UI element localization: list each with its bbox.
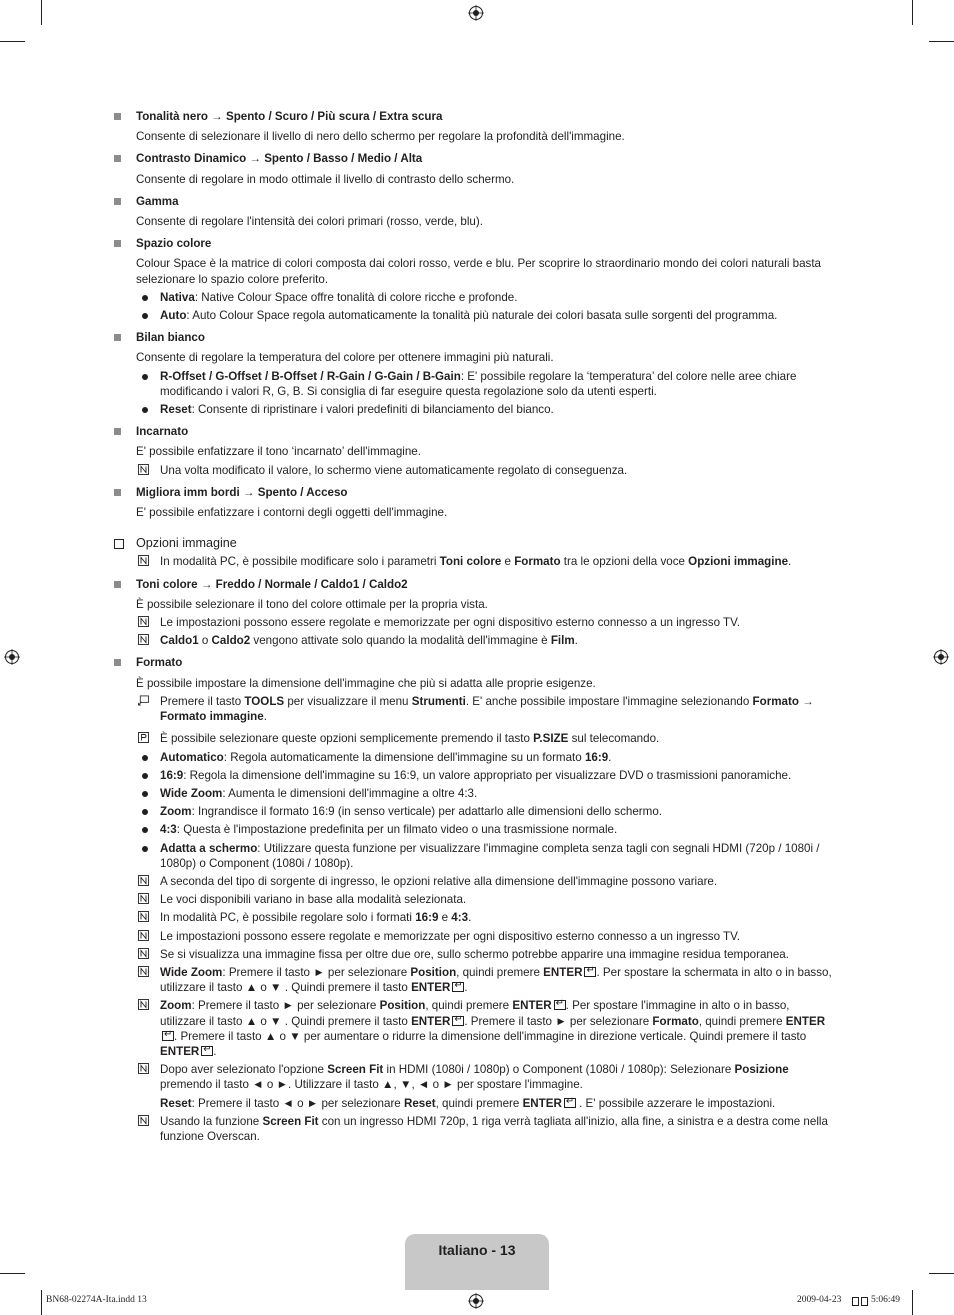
bullet-icon [142,827,148,833]
square-bullet-icon [114,659,121,666]
note-text: , quindi premere [425,999,513,1013]
item-text: : Utilizzare questa funzione per visualizzare l'immagine completa senza tagli con segnali HDMI (720p / 1080i / 1080p) o Component (1080i / 1080p). [160,841,820,870]
item-text: : Regola automaticamente la dimensione dell'immagine su un formato [223,750,585,764]
checkbox-bullet-icon [114,539,124,549]
section-title: Gamma [136,194,179,208]
crop-mark [929,1273,954,1274]
section-text: Consente di regolare in modo ottimale il livello di contrasto dello schermo. [136,172,515,186]
note-item [136,615,836,630]
note-text: con un ingresso HDMI 720p, 1 riga verrà tagliata all'inizio, alla fine, a sinistra e a destra come nella funzione Overscan. [160,1114,828,1143]
section-migliora-imm-bordi [112,485,836,520]
note-icon [138,1063,149,1074]
bullet-icon [142,374,148,380]
bullet-icon [142,407,148,413]
section-title: Incarnato [136,425,189,439]
note-text: . Premere il tasto ► per selezionare [464,1014,653,1028]
tools-item [136,694,836,724]
note-bold: Formato [514,555,561,569]
page-number: Italiano - 13 [438,1242,516,1258]
note-bold: ENTER [512,999,552,1013]
section-text: Consente di regolare la temperatura del colore per ottenere immagini più naturali. [136,351,554,365]
note-bold: ENTER [160,1044,200,1058]
note-text: e [501,555,515,569]
item-label: Nativa [160,290,195,304]
crop-mark [0,41,25,42]
section-incarnato [112,424,836,478]
enter-key-icon [452,982,464,992]
note-item [136,554,836,569]
item-label: Auto [160,309,187,323]
note-text: , quindi premere [435,1096,523,1110]
opzioni-note-block [112,554,836,569]
section-gamma [112,194,836,229]
section-title: Formato [136,656,183,670]
psize-text: sul telecomando. [568,732,660,746]
item-text: : Ingrandisce il formato 16:9 (in senso verticale) per adattarlo alle dimensioni dello schermo. [191,805,662,819]
list-item [136,822,836,837]
square-bullet-icon [114,489,121,496]
psize-bold: P.SIZE [533,732,569,746]
note-bold: Zoom [160,999,192,1013]
item-text: : Aumenta le dimensioni dell'immagine a oltre 4:3. [222,786,478,800]
bullet-icon [142,773,148,779]
list-item [136,402,836,417]
psize-item [136,731,836,746]
missing-glyph-icon [852,1297,859,1306]
bullet-icon [142,846,148,852]
note-icon [138,634,149,645]
note-text: Se si visualizza una immagine fissa per oltre due ore, sullo schermo potrebbe apparire una immagine residua temporanea. [160,947,789,961]
note-text: tra le opzioni della voce [560,555,689,569]
registration-mark-icon [933,649,949,665]
note-icon [138,948,149,959]
list-item [136,308,836,323]
section-contrasto-dinamico [112,151,836,186]
note-icon [138,999,149,1010]
item-text: : Regola la dimensione dell'immagine su 16:9, un valore appropriato per visualizzare DVD o trasmissioni panoramiche. [183,768,792,782]
note-item [136,947,836,962]
item-label: Wide Zoom [160,786,223,800]
heading-text: Opzioni immagine [136,536,237,551]
square-bullet-icon [114,113,121,120]
item-label: R-Offset / G-Offset / B-Offset / R-Gain / G-Gain / B-Gain [160,369,461,383]
section-title: Bilan bianco [136,331,205,345]
note-icon [138,930,149,941]
square-bullet-icon [114,428,121,435]
note-icon [138,911,149,922]
note-text: In modalità PC, è possibile modificare solo i parametri [160,555,440,569]
note-bold: ENTER [522,1096,562,1110]
item-bold: 16:9 [584,750,609,764]
square-bullet-icon [114,581,121,588]
note-text: . [468,911,472,925]
section-text: Consente di selezionare il livello di nero dello schermo per regolare la profondità dell'immagine. [136,130,625,144]
section-toni-colore [112,577,836,649]
tools-text: . E' anche possibile impostare l'immagine selezionando [465,694,753,708]
tools-bold: Formato → Formato immagine [160,694,814,724]
list-item [136,369,836,399]
note-bold: ENTER [411,1014,451,1028]
note-text: : Premere il tasto ► per selezionare [191,999,380,1013]
note-text: . E' possibile azzerare le impostazioni. [575,1096,776,1110]
note-icon [138,1115,149,1126]
tools-text: Premere il tasto [160,694,245,708]
note-text: . [464,981,468,995]
manual-content [112,109,836,1144]
note-text: . Per spostare la schermata in alto o in basso, utilizzare il tasto ▲ o ▼ . Quindi premere il tasto [160,965,832,995]
note-bold: Posizione [734,1063,789,1077]
page-number-tab [405,1234,549,1290]
note-bold: ENTER [411,981,451,995]
item-label: Adatta a schermo [160,841,258,855]
note-text: Le impostazioni possono essere regolate e memorizzate per ogni dispositivo esterno connesso a un ingresso TV. [160,929,741,943]
footer-filename: BN68-02274A-Ita.indd 13 [46,1295,147,1305]
crop-mark [912,1290,913,1315]
note-bold: 16:9 [415,911,439,925]
section-tonalita-nero [112,109,836,144]
remote-button-icon [138,732,149,743]
note-item [136,1114,836,1144]
crop-mark [41,1290,42,1315]
note-bold: ENTER [543,965,583,979]
note-text: : Premere il tasto ◄ o ► per selezionare [191,1096,404,1110]
square-bullet-icon [114,240,121,247]
section-text: E' possibile enfatizzare i contorni degli oggetti dell'immagine. [136,506,448,520]
note-item [136,998,836,1059]
footer-time: 5:06:49 [871,1295,901,1305]
note-text: . Per spostare l'immagine in alto o in basso, utilizzare il tasto ▲ o ▼ . Quindi premere il tasto [160,999,790,1028]
note-icon [138,966,149,977]
missing-glyph-icon [861,1297,868,1306]
section-title: Toni colore → Freddo / Normale / Caldo1 / Caldo2 [136,577,408,591]
crop-mark [912,0,913,25]
note-item [136,1062,836,1111]
list-item [136,786,836,801]
note-text: A seconda del tipo di sorgente di ingresso, le opzioni relative alla dimensione dell'immagine possono variare. [160,874,718,888]
bullet-icon [142,313,148,319]
enter-key-icon [201,1046,213,1056]
note-icon [138,555,149,566]
note-item [136,463,836,478]
note-bold: Reset [160,1096,192,1110]
note-item [136,965,836,995]
bullet-icon [142,809,148,815]
section-text: Colour Space è la matrice di colori composta dai colori rosso, verde e blu. Per scoprire lo straordinario mondo dei colori naturali basta selezionare lo spazio colore preferito. [136,257,822,286]
bullet-icon [142,755,148,761]
section-bilan-bianco [112,330,836,417]
list-item [136,804,836,819]
note-text: : Premere il tasto ► per selezionare [222,965,411,979]
note-text: in HDMI (1080i / 1080p) o Component (1080i / 1080p): Selezionare [383,1063,735,1077]
tools-icon [138,695,149,706]
item-label: Zoom [160,805,192,819]
section-spazio-colore [112,236,836,323]
note-icon [138,875,149,886]
note-text: , quindi premere [698,1014,786,1028]
note-bold: Caldo1 [160,634,199,648]
note-text: Le impostazioni possono essere regolate e memorizzate per ogni dispositivo esterno connesso a un ingresso TV. [160,616,741,630]
psize-text: È possibile selezionare queste opzioni semplicemente premendo il tasto [160,732,534,746]
bullet-icon [142,791,148,797]
note-bold: Toni colore [439,555,502,569]
note-text: o [198,634,212,648]
item-label: Reset [160,403,192,417]
note-bold: Caldo2 [211,634,251,648]
registration-mark-icon [4,649,20,665]
item-text: : Auto Colour Space regola automaticamente la tonalità più naturale dei colori basata sulle sorgenti del programma. [186,309,778,323]
section-title: Tonalità nero → Spento / Scuro / Più scura / Extra scura [136,110,443,123]
note-text: In modalità PC, è possibile regolare solo i formati [160,911,416,925]
square-bullet-icon [114,334,121,341]
section-text: È possibile impostare la dimensione dell'immagine che più si adatta alle proprie esigenze. [136,676,596,690]
reset-line [160,1096,836,1111]
footer-date: 2009-04-23 [797,1295,842,1305]
item-text: : Questa è l'impostazione predefinita per un filmato video o una trasmissione normale. [176,823,618,837]
section-title: Contrasto Dinamico → Spento / Basso / Medio / Alta [136,152,423,166]
note-text: . Premere il tasto ▲ o ▼ per aumentare o ridurre la dimensione dell'immagine in direzione verticale. Quindi premere il tasto [174,1029,807,1043]
note-icon [138,464,149,475]
crop-mark [41,0,42,25]
note-item [136,929,836,944]
note-bold: Film [550,634,575,648]
list-item [136,841,836,871]
note-item [136,633,836,648]
note-text: . [788,555,792,569]
note-bold: Position [379,999,426,1013]
enter-key-icon [564,1098,576,1108]
item-label: 4:3 [160,823,177,837]
crop-mark [929,41,954,42]
note-bold: Formato [652,1014,699,1028]
square-bullet-icon [114,198,121,205]
note-item [136,892,836,907]
tools-bold: Strumenti [411,694,466,708]
note-bold: Reset [403,1096,436,1110]
section-title: Migliora imm bordi → Spento / Acceso [136,485,348,499]
note-text: Una volta modificato il valore, lo schermo viene automaticamente regolato di conseguenza. [160,463,628,477]
footer-glyph-boxes [852,1297,868,1305]
list-item [136,768,836,783]
enter-key-icon [584,967,596,977]
section-text: È possibile selezionare il tono del colore ottimale per la propria vista. [136,597,488,611]
note-text: , quindi premere [456,965,544,979]
tools-text: . [263,710,267,724]
note-bold: Position [410,965,457,979]
list-item [136,750,836,765]
enter-key-icon [554,1000,566,1010]
item-label: Automatico [160,750,224,764]
note-text: Dopo aver selezionato l'opzione [160,1063,328,1077]
item-text: : Native Colour Space offre tonalità di colore ricche e profonde. [194,290,518,304]
registration-mark-icon [468,5,484,21]
section-title: Spazio colore [136,237,212,251]
list-item [136,290,836,305]
note-text: vengono attivate solo quando la modalità dell'immagine è [250,634,551,648]
enter-key-icon [452,1016,464,1026]
section-formato [112,655,836,1144]
note-bold: Opzioni immagine [688,555,789,569]
note-bold: Screen Fit [327,1063,384,1077]
section-text: E' possibile enfatizzare il tono ‘incarnato’ dell'immagine. [136,445,421,459]
item-text: : E' possibile regolare la ‘temperatura’ del colore nelle aree chiare modificando i valori R, G, B. Si consiglia di far eseguire questa regolazione solo da utenti esperti. [160,369,797,398]
registration-mark-icon [468,1293,484,1309]
square-bullet-icon [114,155,121,162]
section-text: Consente di regolare l'intensità dei colori primari (rosso, verde, blu). [136,215,483,229]
note-icon [138,893,149,904]
item-text: . [608,750,612,764]
note-item [136,874,836,889]
note-bold: Screen Fit [262,1114,319,1128]
note-text: e [438,911,452,925]
item-text: : Consente di ripristinare i valori predefiniti di bilanciamento del bianco. [191,403,554,417]
note-text: . [213,1044,217,1058]
item-label: 16:9 [160,768,184,782]
note-text: . [574,634,578,648]
note-bold: 4:3 [451,911,469,925]
note-item [136,910,836,925]
tools-text: per visualizzare il menu [284,694,412,708]
tools-bold: TOOLS [244,694,285,708]
note-text: Usando la funzione [160,1114,263,1128]
note-icon [138,616,149,627]
note-text: premendo il tasto ◄ o ►. Utilizzare il tasto ▲, ▼, ◄ o ► per spostare l'immagine. [160,1078,583,1092]
crop-mark [0,1273,25,1274]
enter-key-icon [162,1031,174,1041]
note-bold: ENTER [785,1014,826,1028]
opzioni-immagine-heading [112,536,836,551]
note-text: Le voci disponibili variano in base alla modalità selezionata. [160,893,467,907]
bullet-icon [142,295,148,301]
note-bold: Wide Zoom [160,965,223,979]
